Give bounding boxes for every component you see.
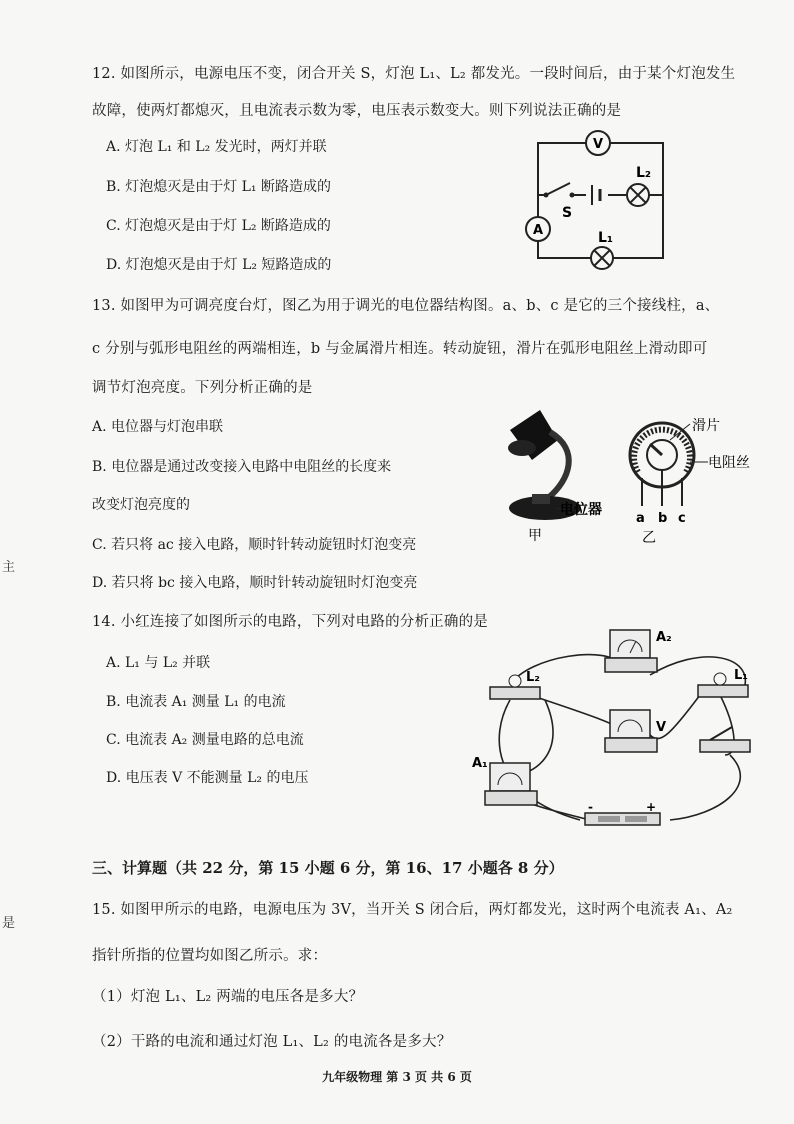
svg-text:L₁: L₁ <box>598 230 614 246</box>
caption-yi: 乙 <box>642 530 656 546</box>
terminal-b: b <box>658 511 668 526</box>
q12-battery <box>586 185 618 205</box>
terminal-a: a <box>636 511 645 526</box>
q14-option-d: D. 电压表 V 不能测量 L₂ 的电压 <box>106 770 309 786</box>
q14-option-c: C. 电流表 A₂ 测量电路的总电流 <box>106 732 304 748</box>
q12-option-c: C. 灯泡熄灭是由于灯 L₂ 断路造成的 <box>106 218 331 234</box>
left-edge-mark-2: 是 <box>2 916 16 931</box>
q15-stem-line1: 15. 如图甲所示的电路，电源电压为 3V，当开关 S 闭合后，两灯都发光，这时两个电流表 A₁、A₂ <box>92 902 733 918</box>
q12-lamp-l2 <box>627 165 651 206</box>
q14-stem: 14. 小红连接了如图所示的电路，下列对电路的分析正确的是 <box>92 614 488 630</box>
svg-text:A: A <box>532 223 544 238</box>
svg-text:A₁: A₁ <box>472 756 488 771</box>
q12-lamp-l1 <box>591 230 613 269</box>
svg-text:A₂: A₂ <box>656 630 672 645</box>
q13-stem-line3: 调节灯泡亮度。下列分析正确的是 <box>92 380 313 396</box>
svg-text:S: S <box>562 205 573 221</box>
q13-option-d: D. 若只将 bc 接入电路，顺时针转动旋钮时灯泡变亮 <box>92 575 418 591</box>
battery <box>585 800 660 825</box>
q12-stem-line2: 故障，使两灯都熄灭，且电流表示数为零，电压表示数变大。则下列说法正确的是 <box>92 103 622 119</box>
q15-sub-question-1: （1）灯泡 L₁、L₂ 两端的电压各是多大？ <box>92 989 364 1005</box>
section-3-heading: 三、计算题（共 22 分，第 15 小题 6 分，第 16、17 小题各 8 分） <box>92 859 564 877</box>
lamp-l1 <box>698 668 748 697</box>
q13-option-c: C. 若只将 ac 接入电路，顺时针转动旋钮时灯泡变亮 <box>92 537 417 553</box>
q12-switch <box>538 183 586 221</box>
svg-text:L₁: L₁ <box>734 668 748 683</box>
q13-option-b-cont: 改变灯泡亮度的 <box>92 497 190 513</box>
voltmeter-v <box>605 710 666 752</box>
q12-option-a: A. 灯泡 L₁ 和 L₂ 发光时，两灯并联 <box>106 139 327 155</box>
q12-option-b: B. 灯泡熄灭是由于灯 L₁ 断路造成的 <box>106 179 331 195</box>
q13-stem-line2: c 分别与弧形电阻丝的两端相连，b 与金属滑片相连。转动旋钮，滑片在弧形电阻丝上滑动即可 <box>92 341 708 357</box>
q13-potentiometer-figure <box>620 410 770 550</box>
page-footer: 九年级物理 第 3 页 共 6 页 <box>322 1070 472 1084</box>
ammeter-a1 <box>472 756 537 805</box>
q15-stem-line2: 指针所指的位置均如图乙所示。求： <box>92 948 328 964</box>
q12-stem-line1: 12. 如图所示，电源电压不变，闭合开关 S，灯泡 L₁、L₂ 都发光。一段时间后，由于某个灯泡发生 <box>92 66 736 82</box>
svg-text:L₂: L₂ <box>636 165 652 181</box>
q13-option-b: B. 电位器是通过改变接入电路中电阻丝的长度来 <box>92 459 392 475</box>
q12-ammeter <box>526 217 550 241</box>
svg-text:V: V <box>592 137 604 152</box>
q15-sub-question-2: （2）干路的电流和通过灯泡 L₁、L₂ 的电流各是多大？ <box>92 1034 452 1050</box>
q14-option-a: A. L₁ 与 L₂ 并联 <box>106 655 211 671</box>
terminal-c: c <box>678 511 686 526</box>
q14-physical-circuit <box>470 615 770 830</box>
q12-voltmeter <box>586 131 610 155</box>
svg-text:L₂: L₂ <box>526 670 540 685</box>
svg-text:+: + <box>646 800 657 814</box>
svg-text:-: - <box>588 800 593 814</box>
q12-option-d: D. 灯泡熄灭是由于灯 L₂ 短路造成的 <box>106 257 332 273</box>
q13-option-a: A. 电位器与灯泡串联 <box>92 419 224 435</box>
svg-text:V: V <box>656 720 667 735</box>
left-edge-mark-1: 主 <box>2 560 16 575</box>
label-resistance-wire: 电阻丝 <box>708 455 750 471</box>
label-potentiometer: 电位器 <box>560 502 602 518</box>
q13-stem-line1: 13. 如图甲为可调亮度台灯，图乙为用于调光的电位器结构图。a、b、c 是它的三个接线柱，a、 <box>92 298 720 314</box>
caption-jia: 甲 <box>528 528 542 544</box>
q14-option-b: B. 电流表 A₁ 测量 L₁ 的电流 <box>106 694 286 710</box>
q13-desk-lamp-figure <box>470 390 610 550</box>
q12-circuit-diagram <box>510 125 680 275</box>
switch <box>700 727 750 752</box>
label-slider: 滑片 <box>692 418 720 434</box>
lamp-l2 <box>490 670 540 699</box>
ammeter-a2 <box>605 630 672 672</box>
